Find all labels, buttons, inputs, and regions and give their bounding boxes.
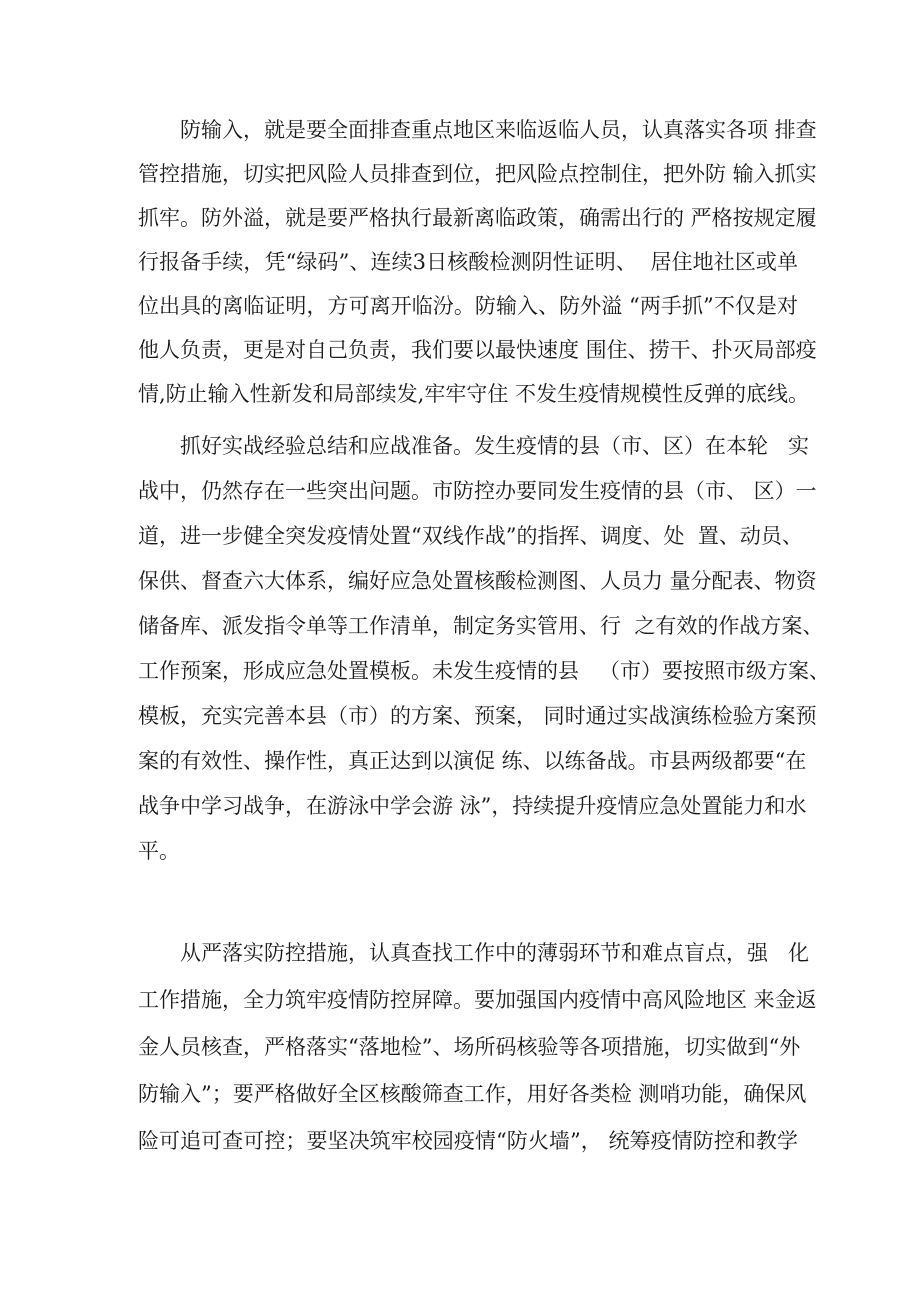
paragraph-2-line-7: 模板，充实完善本县（市）的方案、预案， 同时通过实战演练检验方案预 (138, 704, 817, 728)
paragraph-2-line-6: 工作预案，形成应急处置模板。未发生疫情的县 （市）要按照市级方案、 (138, 659, 831, 683)
paragraph-2-line-1: 抓好实战经验总结和应战准备。发生疫情的县（市、区）在本轮 实 (180, 434, 810, 458)
paragraph-1-line-6: 他人负责，更是对自己负责，我们要以最快速度 围住、捞干、扑灭局部疫 (138, 338, 817, 362)
paragraph-2-line-8: 案的有效性、操作性，真正达到以演促 练、以练备战。市县两级都要“在 (138, 749, 807, 773)
paragraph-1-line-5: 位出具的离临证明，方可离开临汾。防输入、防外溢 “两手抓”不仅是对 (138, 294, 798, 318)
paragraph-3-line-2: 工作措施，全力筑牢疫情防控屏障。要加强国内疫情中高风险地区 来金返 (138, 988, 817, 1012)
paragraph-2-line-2: 战中，仍然存在一些突出问题。市防控办要同发生疫情的县（市、 区）一 (138, 479, 817, 503)
paragraph-2-line-9: 战争中学习战争，在游泳中学会游 泳”，持续提升疫情应急处置能力和水 (138, 794, 807, 818)
paragraph-1-line-4: 行报备手续，凭“绿码”、连续3日核酸检测阴性证明、 居住地社区或单 (138, 250, 798, 274)
paragraph-2-line-10: 平。 (138, 839, 180, 863)
paragraph-2-line-5: 储备库、派发指令单等工作清单，制定务实管用、行 之有效的作战方案、 (138, 614, 824, 638)
paragraph-3-line-1: 从严落实防控措施，认真查找工作中的薄弱环节和难点盲点，强 化 (180, 941, 810, 965)
paragraph-1-line-1: 防输入，就是要全面排查重点地区来临返临人员，认真落实各项 排查 (180, 118, 817, 142)
paragraph-1-line-7: 情,防止输入性新发和局部续发,牢牢守住 不发生疫情规模性反弹的底线。 (138, 382, 810, 406)
paragraph-2-line-3: 道，进一步健全突发疫情处置“双线作战”的指挥、调度、处 置、动员、 (138, 524, 803, 548)
paragraph-3-line-3: 金人员核查，严格落实“落地检”、场所码核验等各项措施，切实做到“外 (138, 1035, 801, 1059)
paragraph-3-line-5: 险可追可查可控；要坚决筑牢校园疫情“防火墙”， 统筹疫情防控和教学 (138, 1129, 798, 1153)
paragraph-2-line-4: 保供、督查六大体系，编好应急处置核酸检测图、人员力 量分配表、物资 (138, 569, 817, 593)
paragraph-1-line-2: 管控措施，切实把风险人员排查到位，把风险点控制住，把外防 输入抓实 (138, 162, 817, 186)
paragraph-3-line-4: 防输入”；要严格做好全区核酸筛查工作，用好各类检 测哨功能，确保风 (138, 1082, 807, 1106)
paragraph-1-line-3: 抓牢。防外溢，就是要严格执行最新离临政策，确需出行的 严格按规定履 (138, 206, 817, 230)
